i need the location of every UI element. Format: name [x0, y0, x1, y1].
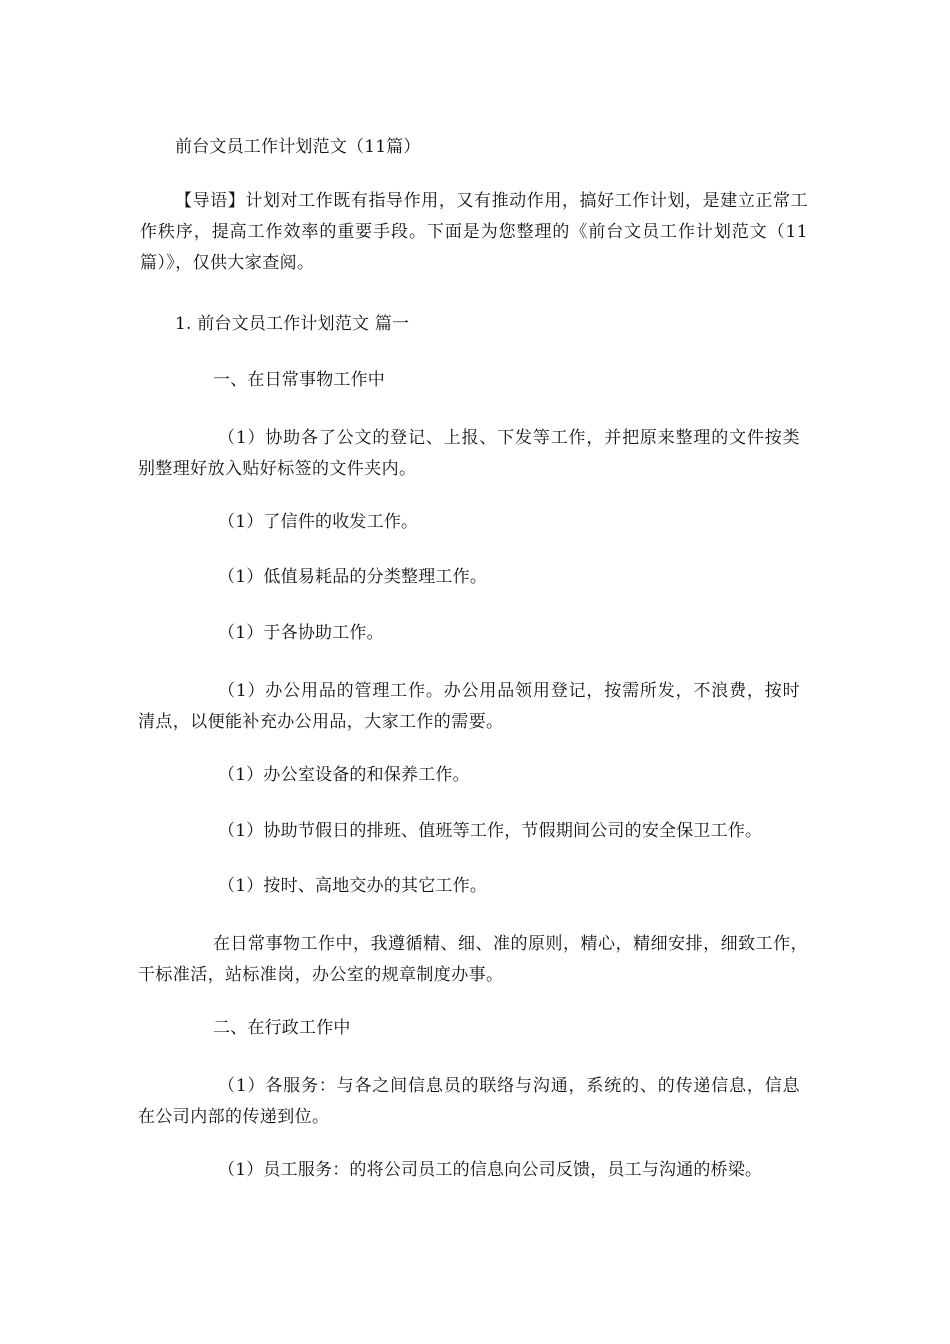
article-heading: 1. 前台文员工作计划范文 篇一 — [175, 314, 410, 334]
section1-item: （1）低值易耗品的分类整理工作。 — [218, 567, 488, 587]
intro-paragraph: 【导语】计划对工作既有指导作用，又有推动作用，搞好工作计划，是建立正常工作秩序，提高工作效率的重要手段。下面是为您整理的《前台文员工作计划范文（11篇）》，仅供大家查阅。 — [140, 191, 808, 273]
section1-heading: 一、在日常事物工作中 — [213, 370, 385, 390]
section2-item: （1）员工服务：的将公司员工的信息向公司反馈，员工与沟通的桥梁。 — [218, 1160, 763, 1180]
section2-item: （1）各服务：与各之间信息员的联络与沟通，系统的、的传递信息，信息在公司内部的传递到位。 — [138, 1076, 800, 1127]
section1-item: （1）协助各了公文的登记、上报、下发等工作，并把原来整理的文件按类别整理好放入贴好标签的文件夹内。 — [138, 428, 800, 479]
section1-summary: 在日常事物工作中，我遵循精、细、准的原则，精心，精细安排，细致工作，干标准活，站标准岗，办公室的规章制度办事。 — [138, 934, 808, 985]
section2-heading: 二、在行政工作中 — [213, 1018, 351, 1038]
document-title: 前台文员工作计划范文（11篇） — [175, 137, 421, 157]
section1-item: （1）按时、高地交办的其它工作。 — [218, 876, 488, 896]
section1-item: （1）了信件的收发工作。 — [218, 512, 419, 532]
section1-item: （1）于各协助工作。 — [218, 623, 384, 643]
section1-item: （1）协助节假日的排班、值班等工作，节假期间公司的安全保卫工作。 — [218, 821, 763, 841]
section1-item: （1）办公用品的管理工作。办公用品领用登记，按需所发，不浪费，按时清点，以便能补充办公用品，大家工作的需要。 — [138, 681, 800, 732]
section1-item: （1）办公室设备的和保养工作。 — [218, 765, 470, 785]
